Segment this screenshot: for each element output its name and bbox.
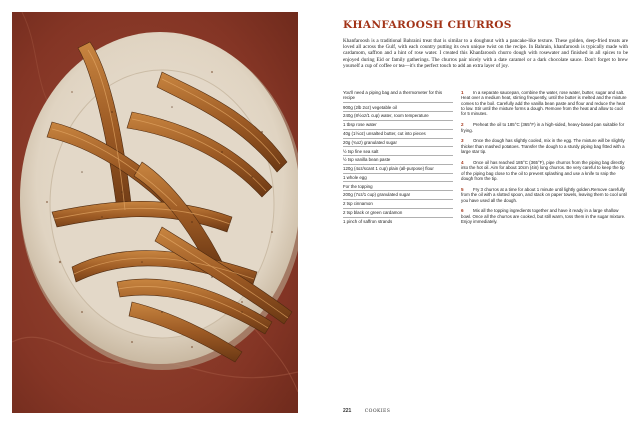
churros-plate-photo bbox=[12, 12, 298, 413]
method-step bbox=[461, 122, 628, 133]
page-footer bbox=[343, 408, 390, 414]
method-step bbox=[461, 160, 628, 181]
recipe-intro: Khanfaroosh is a traditional Bahraini treat that is similar to a doughnut with a pancake-like texture. These golden, deep-fried treats are loved all across the Gulf, with each country putting its own unique twist on the recipe. In Bahrain, khanfaroosh is typically made with cardamom, saffron and a hint of rose water. I created this Khanfaroosh churro dough with rosewater and finished in all spices to be enjoyed during Eid or family gatherings. The churros pair nicely with a date caramel or a dark chocolate sauce. Don't forget to brew yourself a cup of coffee or tea—it's the perfect touch to add an extra layer of joy. bbox=[343, 38, 628, 69]
step-number: 4 bbox=[461, 159, 464, 165]
ingredient-item: ½ tsp vanilla bean paste bbox=[343, 155, 453, 164]
churros-photo-icon bbox=[12, 12, 298, 413]
ingredient-item: ½ tsp fine sea salt bbox=[343, 146, 453, 155]
ingredient-item: 2 tsp cinnamon bbox=[343, 199, 453, 208]
step-text: Fry 3 churros at a time for about 1 minute until lightly golden.Remove carefully from the oil with a slotted spoon, and stack on paper towels, leaving them to cool until you have used all the dough. bbox=[461, 186, 627, 203]
page-number: 221 bbox=[343, 408, 352, 414]
method-step bbox=[461, 90, 628, 117]
method-step bbox=[461, 187, 628, 203]
step-number: 1 bbox=[461, 90, 464, 95]
ingredients-heading: You'll need a piping bag and a thermometer for this recipe bbox=[343, 90, 443, 101]
ingredient-item: 40g (1½oz) unsalted butter, cut into pieces bbox=[343, 129, 453, 138]
step-text: Once oil has reached 185°C (365°F), pipe churros from the piping bag directly into the hot oil. Aim for about 10cm (4in) long churros. Be very careful to keep the tip of the piping bag close to the oil to prevent splashing and use a knife to snip the dough from the tip. bbox=[461, 159, 625, 181]
step-number: 6 bbox=[461, 208, 464, 214]
step-text: Mix all the topping ingredients together and have it ready in a large shallow bowl. Once all the churros are cooked, but still warm, toss them in the sugar mixture. Enjoy immediately. bbox=[461, 208, 626, 225]
step-text: Once the dough has slightly cooled, mix in the egg. The mixture will be slightly thicker than mashed potatoes. Transfer the dough to a sturdy piping bag fitted with a large star tip. bbox=[461, 138, 625, 155]
topping-subheading: For the topping bbox=[343, 181, 453, 190]
step-number: 2 bbox=[461, 122, 464, 128]
step-number: 3 bbox=[461, 138, 464, 144]
ingredients-list bbox=[343, 90, 453, 225]
recipe-title: KHANFAROOSH CHURROS bbox=[343, 19, 512, 31]
recipe-page bbox=[343, 0, 628, 425]
ingredient-item: 900g (2lb 2oz) vegetable oil bbox=[343, 102, 453, 111]
method-steps bbox=[461, 90, 628, 230]
ingredient-item: 120g (4oz/scant 1 cup) plain (all-purpose) flour bbox=[343, 164, 453, 173]
ingredient-item: 1 whole egg bbox=[343, 173, 453, 182]
step-text: In a separate saucepan, combine the water, rose water, butter, sugar and salt. Heat over a medium heat, stirring frequently, until the butter is melted and the mixture comes to the boil. Carefully add the vanilla bean paste and flour and reduce the heat to low. Stir until the mixture forms a dough. Remove from the heat and allow to cool for 5 minutes. bbox=[461, 90, 627, 117]
ingredient-item: 2 tsp black or green cardamon bbox=[343, 208, 453, 217]
method-step bbox=[461, 208, 628, 224]
ingredient-item: 1 tbsp rose water bbox=[343, 120, 453, 129]
section-name: COOKIES bbox=[364, 409, 391, 414]
ingredient-item: 20g (¾oz) granulated sugar bbox=[343, 138, 453, 147]
step-text: Preheat the oil to 185°C (365°F) in a high-sided, heavy-based pan suitable for frying. bbox=[461, 122, 625, 133]
ingredient-item: 1 pinch of saffron strands bbox=[343, 217, 453, 226]
method-step bbox=[461, 138, 628, 154]
ingredient-item: 240g (8½oz/1 cup) water, room temperature bbox=[343, 111, 453, 120]
ingredient-item: 200g (7oz/1 cup) granulated sugar bbox=[343, 190, 453, 199]
step-number: 5 bbox=[461, 186, 464, 192]
